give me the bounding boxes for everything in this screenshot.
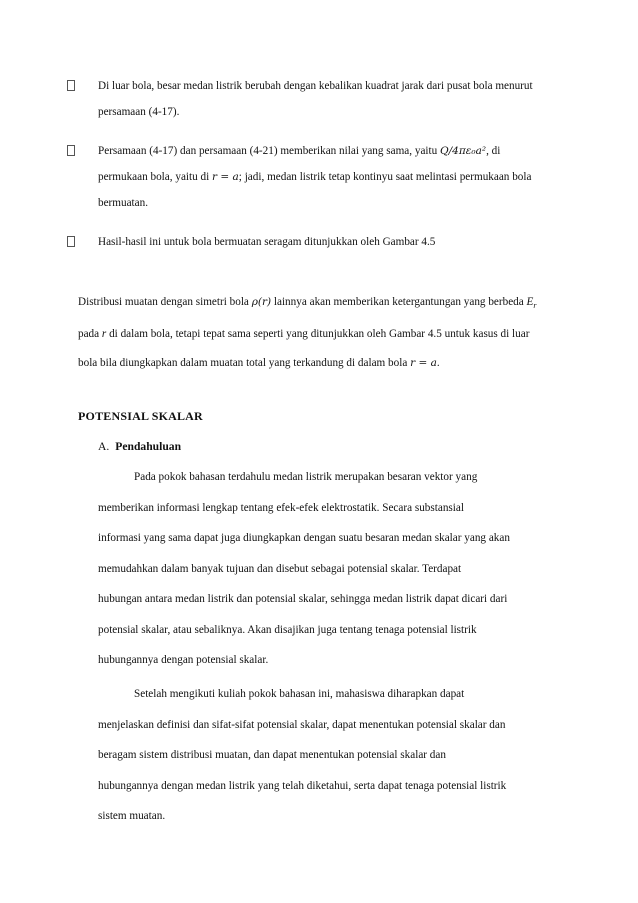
text-line: sistem muatan. bbox=[98, 810, 166, 822]
bullet-item-3 bbox=[67, 229, 563, 255]
bullet-box-icon bbox=[67, 80, 75, 91]
text-line: Di luar bola, besar medan listrik berubah dengan kebalikan kuadrat jarak dari pusat bola menurut bbox=[98, 80, 533, 92]
text-line: Distribusi muatan dengan simetri bola ρ(r) lainnya akan memberikan ketergantungan yang berbeda $E_r$ bbox=[78, 296, 537, 311]
text-line: hubungannya dengan potensial skalar. bbox=[98, 654, 269, 666]
math-expression: r = a bbox=[410, 357, 437, 370]
bullet-box-icon bbox=[67, 145, 75, 156]
text-line: Persamaan (4-17) dan persamaan (4-21) memberikan nilai yang sama, yaitu Q/4πε₀a², di bbox=[98, 145, 501, 157]
math-expression: Q/4πε₀a² bbox=[440, 145, 487, 157]
bullet-text bbox=[98, 229, 563, 255]
bullet-box-icon bbox=[67, 236, 75, 247]
math-expression: ρ(r) bbox=[251, 296, 272, 308]
text-line: Hasil-hasil ini untuk bola bermuatan seragam ditunjukkan oleh Gambar 4.5 bbox=[98, 236, 436, 248]
text-line: memberikan informasi lengkap tentang efek-efek elektrostatik. Secara substansial bbox=[98, 501, 464, 514]
text-line: informasi yang sama dapat juga diungkapkan dengan suatu besaran medan skalar yang akan bbox=[98, 532, 510, 544]
text-line: bola bila diungkapkan dalam muatan total yang terkandung di dalam bola r = a. bbox=[78, 357, 440, 370]
text-line: permukaan bola, yaitu di r = a; jadi, medan listrik tetap kontinyu saat melintasi permukaan bola bbox=[98, 171, 532, 183]
subsection-title: Pendahuluan bbox=[115, 440, 182, 453]
objectives-paragraph bbox=[98, 679, 563, 832]
text-line: potensial skalar, atau sebaliknya. Akan disajikan juga tentang tenaga potensial listrik bbox=[98, 623, 477, 636]
bullet-text bbox=[98, 73, 563, 125]
subsection-letter: A. bbox=[98, 440, 110, 453]
text-line: beragam sistem distribusi muatan, dan dapat menentukan potensial skalar dan bbox=[98, 749, 446, 761]
body-paragraph bbox=[78, 288, 563, 378]
intro-paragraph bbox=[98, 462, 563, 676]
subsection-heading bbox=[98, 440, 181, 453]
text-line: menjelaskan definisi dan sifat-sifat potensial skalar, dapat menentukan potensial skalar dan bbox=[98, 718, 506, 731]
text-line: hubungan antara medan listrik dan potensial skalar, sehingga medan listrik dapat dicari dari bbox=[98, 593, 508, 605]
text-line: Pada pokok bahasan terdahulu medan listrik merupakan besaran vektor yang bbox=[134, 471, 478, 483]
text-line: bermuatan. bbox=[98, 197, 149, 209]
section-heading: POTENSIAL SKALAR bbox=[78, 409, 203, 423]
math-expression: r = a bbox=[212, 171, 239, 183]
text-line: hubungannya dengan medan listrik yang telah diketahui, serta dapat tenaga potensial listrik bbox=[98, 779, 507, 792]
text-line: pada r di dalam bola, tetapi tepat sama seperti yang ditunjukkan oleh Gambar 4.5 untuk kasus di luar bbox=[78, 328, 530, 341]
bullet-item-2 bbox=[67, 138, 563, 216]
bullet-item-1 bbox=[67, 73, 563, 125]
bullet-text bbox=[98, 138, 563, 216]
text-line: Setelah mengikuti kuliah pokok bahasan ini, mahasiswa diharapkan dapat bbox=[134, 688, 465, 700]
text-line: persamaan (4-17). bbox=[98, 106, 180, 118]
text-line: memudahkan dalam banyak tujuan dan disebut sebagai potensial skalar. Terdapat bbox=[98, 562, 462, 575]
